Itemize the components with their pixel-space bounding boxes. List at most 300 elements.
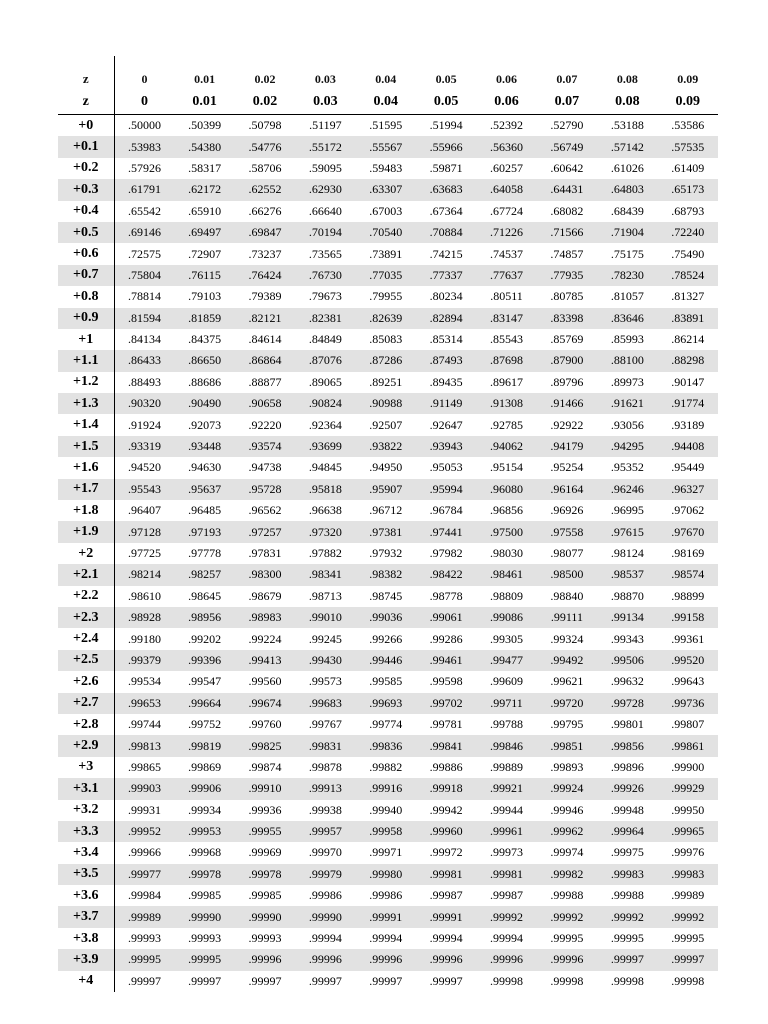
z-value-cell: +1.3 [58,393,114,414]
probability-cell: .76424 [235,265,295,286]
probability-cell: .99993 [248,931,282,946]
probability-cell: .89435 [429,374,463,389]
table-row [58,286,718,307]
probability-cell: .99995 [114,949,174,970]
probability-cell: .87493 [416,350,476,371]
probability-cell: .99990 [295,906,355,927]
probability-cell: .99653 [114,693,174,714]
header-cell: 0.08 [597,89,657,115]
probability-cell: .80785 [550,289,584,304]
probability-cell: .85993 [610,332,644,347]
probability-cell: .81327 [671,289,705,304]
table-row [58,308,718,329]
probability-cell: .72240 [658,222,718,243]
probability-cell: .99585 [369,674,403,689]
probability-cell: .82121 [235,308,295,329]
probability-cell: .53188 [610,118,644,133]
probability-cell: .98928 [114,607,174,628]
probability-cell: .99913 [295,778,355,799]
probability-cell: .99180 [127,631,161,646]
probability-cell: .59483 [369,160,403,175]
probability-cell: .96080 [476,479,536,500]
probability-cell: .99683 [295,693,355,714]
probability-cell: .99969 [248,845,282,860]
probability-cell: .62172 [174,179,234,200]
ghost-header-cell: 0.09 [677,72,699,86]
probability-cell: .99893 [550,759,584,774]
probability-cell: .99995 [671,931,705,946]
probability-cell: .99224 [248,631,282,646]
header-cell: 0.07 [537,89,597,115]
probability-cell: .98713 [308,588,342,603]
probability-cell: .99924 [537,778,597,799]
header-z: z [58,89,114,115]
header-cell: 0.03 [295,89,355,115]
probability-cell: .99942 [429,802,463,817]
probability-cell: .99994 [369,931,403,946]
probability-cell: .98840 [550,588,584,603]
probability-cell: .99962 [537,821,597,842]
probability-cell: .89796 [550,374,584,389]
probability-cell: .99997 [127,973,161,988]
probability-cell: .54380 [174,136,234,157]
probability-cell: .80511 [490,289,523,304]
probability-cell: .90824 [295,393,355,414]
probability-cell: .97725 [127,546,161,560]
probability-cell: .53983 [114,136,174,157]
probability-cell: .57926 [127,160,161,175]
probability-cell: .99788 [490,717,524,732]
probability-cell: .97441 [416,521,476,542]
table-row [58,158,718,179]
probability-cell: .81594 [114,308,174,329]
probability-cell: .77935 [537,265,597,286]
probability-cell: .69497 [174,222,234,243]
table-row [58,735,718,756]
probability-cell: .62552 [235,179,295,200]
z-value-cell: +3.5 [58,864,114,885]
probability-cell: .99944 [490,802,524,817]
probability-cell: .69146 [114,222,174,243]
ghost-header-cell: 0.08 [616,72,638,86]
probability-cell: .99953 [174,821,234,842]
z-value-cell: +2.3 [58,607,114,628]
probability-cell: .69847 [235,222,295,243]
probability-cell: .99976 [671,845,705,860]
z-value-cell: +1 [58,329,114,350]
probability-cell: .50000 [127,118,161,133]
probability-cell: .55567 [356,136,416,157]
probability-cell: .99807 [671,717,705,732]
table-row [58,757,718,778]
probability-cell: .99986 [369,888,403,903]
table-row [58,521,718,542]
probability-cell: .99991 [356,906,416,927]
z-value-cell: +1.9 [58,521,114,542]
z-value-cell: +0.6 [58,243,114,264]
probability-cell: .92364 [308,417,342,432]
probability-cell: .99861 [658,735,718,756]
probability-cell: .99977 [114,864,174,885]
header-row [58,89,718,115]
table-row [58,949,718,970]
probability-cell: .95449 [671,460,705,475]
probability-cell: .97193 [174,521,234,542]
z-value-cell: +0.9 [58,308,114,329]
probability-cell: .99851 [537,735,597,756]
probability-cell: .98030 [490,546,524,560]
probability-cell: .99992 [537,906,597,927]
probability-cell: .93699 [295,436,355,457]
header-cell: 0.09 [658,89,718,115]
probability-cell: .99998 [671,973,705,988]
probability-cell: .75804 [114,265,174,286]
probability-cell: .58706 [248,160,282,175]
header-cell: 0.01 [174,89,234,115]
probability-cell: .91466 [537,393,597,414]
probability-cell: .70884 [416,222,476,243]
probability-cell: .97615 [597,521,657,542]
probability-cell: .99874 [248,759,282,774]
probability-cell: .99981 [416,864,476,885]
probability-cell: .99795 [550,717,584,732]
header-cell: 0.05 [416,89,476,115]
probability-cell: .85769 [550,332,584,347]
table-row [58,778,718,799]
probability-cell: .91774 [658,393,718,414]
probability-cell: .99929 [658,778,718,799]
table-row [58,650,718,671]
probability-cell: .93319 [114,436,174,457]
probability-cell: .91621 [597,393,657,414]
table-row [58,714,718,735]
probability-cell: .97882 [308,546,342,560]
probability-cell: .86650 [174,350,234,371]
probability-cell: .97982 [429,546,463,560]
probability-cell: .96407 [127,503,161,518]
probability-cell: .82639 [356,308,416,329]
probability-cell: .99086 [476,607,536,628]
probability-cell: .95907 [356,479,416,500]
z-value-cell: +2.9 [58,735,114,756]
probability-cell: .85083 [369,332,403,347]
probability-cell: .98500 [537,564,597,585]
probability-cell: .99990 [174,906,234,927]
probability-cell: .80234 [429,289,463,304]
probability-cell: .83147 [476,308,536,329]
probability-cell: .99856 [597,735,657,756]
probability-cell: .97320 [295,521,355,542]
probability-cell: .88493 [127,374,161,389]
probability-cell: .94845 [308,460,342,475]
table-row [58,201,718,222]
probability-cell: .99396 [174,650,234,671]
probability-cell: .99305 [490,631,524,646]
probability-cell: .99245 [308,631,342,646]
probability-cell: .90490 [174,393,234,414]
z-value-cell: +2.2 [58,586,114,607]
probability-cell: .88686 [188,374,222,389]
ghost-header-cell: 0.06 [496,72,518,86]
probability-cell: .51994 [429,118,463,133]
probability-cell: .99989 [671,888,705,903]
probability-cell: .99202 [188,631,222,646]
z-value-cell: +3.4 [58,842,114,863]
probability-cell: .99983 [658,864,718,885]
probability-cell: .99996 [416,949,476,970]
probability-cell: .99994 [429,931,463,946]
probability-cell: .87698 [476,350,536,371]
probability-cell: .99968 [188,845,222,860]
probability-cell: .89617 [490,374,524,389]
probability-cell: .99996 [356,949,416,970]
probability-cell: .87076 [295,350,355,371]
probability-cell: .99998 [550,973,584,988]
table-row [58,885,718,906]
probability-cell: .73565 [308,246,342,261]
probability-cell: .89251 [369,374,403,389]
z-value-cell: +2.6 [58,671,114,692]
probability-cell: .99982 [537,864,597,885]
probability-cell: .99955 [235,821,295,842]
probability-cell: .99997 [188,973,222,988]
table-row [58,586,718,607]
probability-cell: .94179 [537,436,597,457]
probability-cell: .99774 [369,717,403,732]
z-value-cell: +3.2 [58,800,114,821]
probability-cell: .99736 [658,693,718,714]
probability-cell: .91149 [416,393,476,414]
probability-cell: .56749 [537,136,597,157]
probability-cell: .99492 [537,650,597,671]
probability-cell: .99998 [490,973,524,988]
ghost-header-cell: 0.02 [254,72,276,86]
probability-cell: .99461 [416,650,476,671]
probability-cell: .97128 [114,521,174,542]
probability-cell: .91924 [127,417,161,432]
table-row [58,693,718,714]
probability-cell: .51197 [309,118,342,133]
probability-cell: .99979 [295,864,355,885]
probability-cell: .99997 [597,949,657,970]
probability-cell: .99989 [114,906,174,927]
probability-cell: .97831 [248,546,282,560]
probability-cell: .74537 [490,246,524,261]
probability-cell: .99520 [658,650,718,671]
table-row [58,372,718,393]
probability-cell: .82381 [295,308,355,329]
probability-cell: .72907 [188,246,222,261]
probability-cell: .68793 [671,203,705,218]
probability-cell: .99996 [476,949,536,970]
table-row [58,564,718,585]
probability-cell: .93574 [235,436,295,457]
probability-cell: .99970 [308,845,342,860]
probability-cell: .99966 [127,845,161,860]
probability-cell: .99728 [597,693,657,714]
probability-cell: .99991 [416,906,476,927]
z-value-cell: +0 [58,115,114,137]
probability-cell: .88100 [597,350,657,371]
probability-cell: .56360 [476,136,536,157]
probability-cell: .99946 [550,802,584,817]
probability-cell: .57535 [658,136,718,157]
probability-cell: .96995 [610,503,644,518]
probability-cell: .98983 [235,607,295,628]
z-value-cell: +3.9 [58,949,114,970]
probability-cell: .99964 [597,821,657,842]
probability-cell: .95543 [114,479,174,500]
probability-cell: .51595 [369,118,403,133]
probability-cell: .66640 [308,203,342,218]
probability-cell: .74215 [429,246,463,261]
probability-cell: .99983 [597,864,657,885]
probability-cell: .98169 [671,546,705,560]
probability-cell: .92785 [490,417,524,432]
probability-cell: .99990 [235,906,295,927]
probability-cell: .52790 [550,118,584,133]
probability-cell: .94630 [188,460,222,475]
probability-cell: .68439 [610,203,644,218]
z-value-cell: +1.6 [58,457,114,478]
probability-cell: .99992 [476,906,536,927]
probability-cell: .70194 [295,222,355,243]
probability-cell: .93189 [671,417,705,432]
probability-cell: .65542 [127,203,161,218]
probability-cell: .99988 [610,888,644,903]
probability-cell: .84614 [248,332,282,347]
probability-cell: .93822 [356,436,416,457]
probability-cell: .96562 [248,503,282,518]
probability-cell: .73237 [248,246,282,261]
probability-cell: .99931 [127,802,161,817]
probability-cell: .63683 [416,179,476,200]
probability-cell: .99996 [537,949,597,970]
header-cell: 0.02 [235,89,295,115]
probability-cell: .99940 [369,802,403,817]
probability-cell: .98899 [671,588,705,603]
probability-cell: .98382 [356,564,416,585]
probability-cell: .99994 [308,931,342,946]
probability-cell: .71904 [597,222,657,243]
probability-cell: .97558 [537,521,597,542]
probability-cell: .99980 [356,864,416,885]
probability-cell: .99972 [429,845,463,860]
probability-cell: .99993 [127,931,161,946]
probability-cell: .99547 [188,674,222,689]
probability-cell: .99981 [476,864,536,885]
probability-cell: .99995 [610,931,644,946]
probability-cell: .78814 [127,289,161,304]
probability-cell: .96638 [308,503,342,518]
probability-cell: .99711 [476,693,536,714]
probability-cell: .96485 [188,503,222,518]
header-cell: 0.04 [356,89,416,115]
probability-cell: .66276 [248,203,282,218]
probability-cell: .99948 [610,802,644,817]
probability-cell: .84849 [308,332,342,347]
probability-cell: .78230 [597,265,657,286]
probability-cell: .98214 [114,564,174,585]
probability-cell: .99896 [610,759,644,774]
table-row [58,350,718,371]
probability-cell: .99997 [248,973,282,988]
probability-cell: .99831 [295,735,355,756]
ghost-header-cell: 0.04 [375,72,397,86]
probability-cell: .99992 [597,906,657,927]
probability-cell: .99903 [114,778,174,799]
probability-cell: .99986 [308,888,342,903]
z-value-cell: +4 [58,971,114,992]
probability-cell: .90658 [235,393,295,414]
probability-cell: .77337 [416,265,476,286]
probability-cell: .55172 [295,136,355,157]
table-row [58,628,718,649]
ghost-header-cell: 0.07 [556,72,578,86]
probability-cell: .98257 [174,564,234,585]
probability-cell: .83891 [658,308,718,329]
z-value-cell: +3.7 [58,906,114,927]
probability-cell: .99996 [295,949,355,970]
probability-cell: .71226 [476,222,536,243]
probability-cell: .99994 [490,931,524,946]
probability-cell: .99974 [550,845,584,860]
probability-cell: .98645 [188,588,222,603]
probability-cell: .71566 [537,222,597,243]
probability-cell: .99886 [429,759,463,774]
probability-cell: .98300 [235,564,295,585]
table-row [58,179,718,200]
probability-cell: .93056 [610,417,644,432]
probability-cell: .97381 [356,521,416,542]
table-row [58,800,718,821]
probability-cell: .99916 [356,778,416,799]
probability-cell: .99632 [610,674,644,689]
table-row [58,243,718,264]
probability-cell: .99379 [114,650,174,671]
probability-cell: .99936 [248,802,282,817]
table-row [58,393,718,414]
probability-cell: .99950 [671,802,705,817]
probability-cell: .87900 [537,350,597,371]
z-value-cell: +3.6 [58,885,114,906]
probability-cell: .99430 [295,650,355,671]
probability-cell: .98124 [610,546,644,560]
probability-cell: .77637 [476,265,536,286]
probability-cell: .77035 [356,265,416,286]
probability-cell: .99957 [295,821,355,842]
probability-cell: .99995 [550,931,584,946]
probability-cell: .84134 [127,332,161,347]
probability-cell: .76115 [174,265,234,286]
z-value-cell: +2.1 [58,564,114,585]
probability-cell: .92073 [188,417,222,432]
probability-cell: .99134 [597,607,657,628]
probability-cell: .52392 [490,118,524,133]
probability-cell: .94950 [369,460,403,475]
probability-cell: .99534 [127,674,161,689]
probability-cell: .98574 [658,564,718,585]
probability-cell: .99952 [114,821,174,842]
probability-cell: .88298 [658,350,718,371]
probability-cell: .99918 [416,778,476,799]
probability-cell: .60257 [490,160,524,175]
probability-cell: .99938 [308,802,342,817]
probability-cell: .99992 [658,906,718,927]
probability-cell: .62930 [295,179,355,200]
probability-cell: .61409 [671,160,705,175]
probability-cell: .99865 [127,759,161,774]
